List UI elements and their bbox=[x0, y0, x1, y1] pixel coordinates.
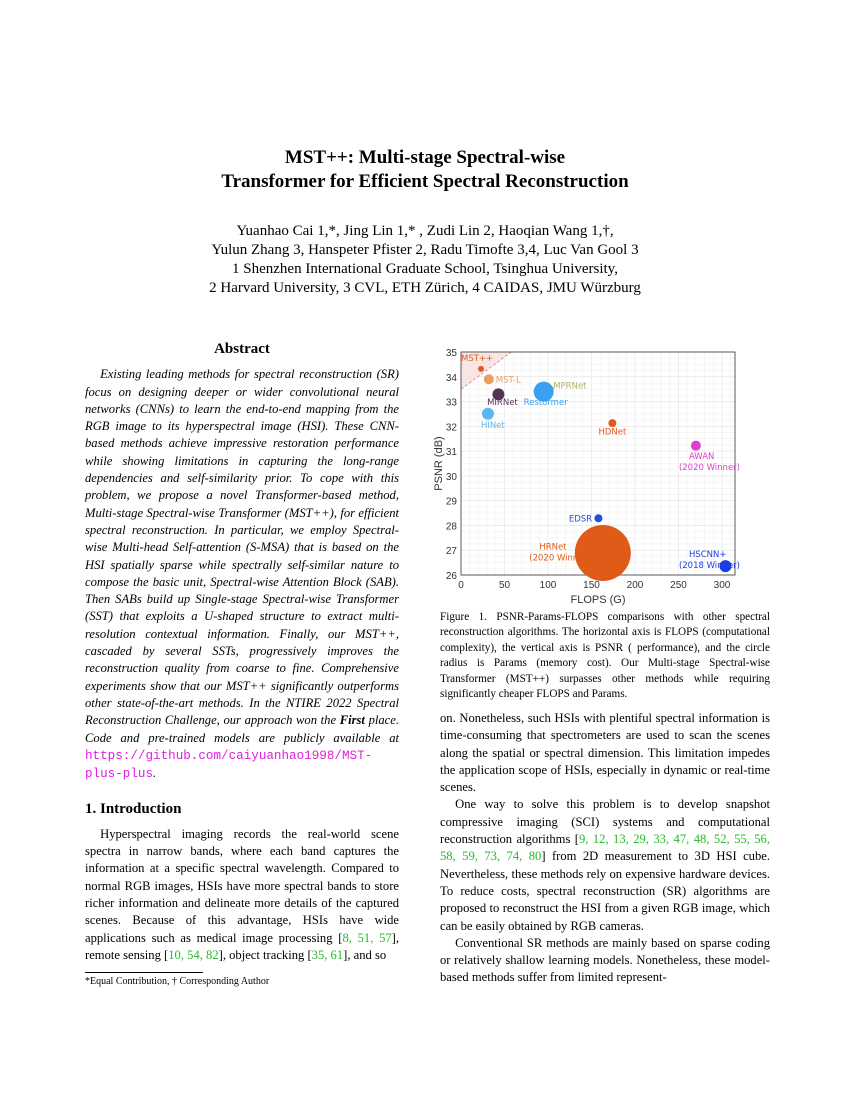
authors-line: Yulun Zhang 3, Hanspeter Pfister 2, Radu Timofte 3,4, Luc Van Gool 3 bbox=[211, 242, 639, 258]
y-tick-label: 32 bbox=[445, 422, 457, 434]
point-sublabel: (2020 Winner) bbox=[678, 463, 740, 474]
y-tick-label: 31 bbox=[445, 447, 457, 459]
y-tick-label: 28 bbox=[445, 521, 457, 533]
data-point-hinet bbox=[482, 408, 494, 420]
title-line: Transformer for Efficient Spectral Reconstruction bbox=[221, 171, 629, 192]
y-tick-label: 30 bbox=[445, 471, 457, 483]
paragraph: Conventional SR methods are mainly based on sparse coding or relatively shallow learning models. Nonetheless, these model-based methods suffer from limited represent- bbox=[440, 935, 770, 985]
x-tick-label: 150 bbox=[583, 580, 600, 591]
point-label: MST++ bbox=[461, 354, 494, 365]
figure-caption: Figure 1. PSNR-Params-FLOPS comparisons with other spectral reconstruction algorithms. The horizontal axis is FLOPS (computational complexity), the vertical axis is PSNR ( performance), and the circle radius is Params (memory cost). Our Multi-stage Spectral-wise Transformer (MST++) surpasses other methods while requiring significantly cheaper FLOPS and Params. bbox=[440, 611, 770, 701]
paper-title bbox=[0, 146, 850, 194]
text: One way to solve this problem is to develop snapshot compressive imaging (SCI) systems and computational reconstruction algorithms [ bbox=[440, 797, 770, 847]
point-label: HDNet bbox=[598, 427, 627, 438]
citation-link[interactable]: 9, 12, 13, 29, 33, 47, 48, 52, 55, 56, 58, 59, 73, 74, 80 bbox=[440, 832, 770, 864]
text: Hyperspectral imaging records the real-world scene spectra in narrow bands, where each band captures the information at a specific spectral wavelength. Compared to normal RGB images, HSIs have more spectral bands to store richer information and delineate more details of the captured scenes. Because of this advantage, HSIs have wide applications such as medical image processing [ bbox=[85, 826, 399, 945]
point-label: MIRNet bbox=[487, 398, 518, 409]
github-link[interactable]: https://github.com/caiyuanhao1998/MST-plus-plus bbox=[85, 748, 373, 782]
x-tick-label: 0 bbox=[458, 580, 464, 591]
abstract-body: Existing leading methods for spectral reconstruction (SR) focus on designing deeper or wider convolutional neural networks (CNNs) to learn the end-to-end mapping from the RGB image to its hyperspectral image (HSI). These CNN-based methods achieve impressive restoration performance while showing limitations in capturing the long-range dependencies and self-similarity prior. To cope with this problem, we propose a novel Transformer-based method, Multi-stage Spectral-wise Transformer (MST++), for efficient spectral reconstruction. In particular, we employ Spectral-wise Multi-head Self-attention (S-MSA) that is based on the HSI spatially sparse while spectrally self-similar nature to compose the basic unit, Spectral-wise Attention Block (SAB). Then SABs build up Single-stage Spectral-wise Transformer (SST) that exploits a U-shaped structure to extract multi-resolution contextual information. Finally, our MST++, cascaded by several SSTs, progressively improves the reconstruction quality from coarse to fine. Comprehensive experiments show that our MST++ significantly outperforms other state-of-the-art methods. In the NTIRE 2022 Spectral Reconstruction Challenge, our approach won the bbox=[85, 367, 399, 728]
x-tick-label: 100 bbox=[539, 580, 557, 591]
point-label: EDSR bbox=[568, 514, 593, 525]
data-point-mstplusplus bbox=[478, 366, 484, 372]
point-label: HINet bbox=[481, 421, 505, 432]
citation-link[interactable]: 8, 51, 57 bbox=[342, 930, 392, 945]
footnote-rule bbox=[85, 972, 203, 973]
right-column bbox=[440, 710, 770, 987]
y-tick-label: 26 bbox=[445, 571, 457, 582]
x-axis-label: FLOPS (G) bbox=[570, 594, 626, 606]
data-point-edsr bbox=[594, 514, 602, 522]
y-tick-label: 29 bbox=[445, 496, 457, 508]
paragraph bbox=[440, 796, 770, 934]
y-axis-label: PSNR (dB) bbox=[433, 436, 445, 491]
citation-link[interactable]: 10, 54, 82 bbox=[168, 947, 219, 962]
title-line: MST++: Multi-stage Spectral-wise bbox=[284, 147, 566, 168]
intro-heading: 1. Introduction bbox=[85, 801, 182, 818]
abstract-heading: Abstract bbox=[214, 341, 270, 357]
y-tick-label: 27 bbox=[445, 546, 457, 558]
citation-link[interactable]: 35, 61 bbox=[311, 947, 344, 962]
text: ], object tracking [ bbox=[218, 947, 312, 962]
affiliation-line: 2 Harvard University, 3 CVL, ETH Zürich, 4 CAIDAS, JMU Würzburg bbox=[209, 280, 641, 296]
point-sublabel: (2018 Winner) bbox=[678, 560, 740, 571]
data-point-hdnet bbox=[608, 419, 616, 427]
point-label: HSCNN+ bbox=[688, 549, 727, 560]
intro-paragraph bbox=[85, 826, 399, 964]
footnote: *Equal Contribution, † Corresponding Author bbox=[85, 976, 270, 987]
point-label: MST-L bbox=[495, 375, 521, 386]
point-label: HRNet bbox=[539, 542, 567, 553]
abstract-body-2: place. Code and pre-trained models are publicly available at bbox=[85, 713, 399, 745]
text: ] from 2D measurement to 3D HSI cube. Nevertheless, these methods rely on expensive hardware devices. To reduce costs, spectral reconstruction (SR) algorithms are proposed to reconstruct the HSI from a given RGB image, which can be easily obtained by RGB cameras. bbox=[440, 849, 771, 933]
x-tick-label: 200 bbox=[626, 580, 644, 591]
x-tick-label: 300 bbox=[713, 580, 731, 591]
point-label: Restormer bbox=[523, 398, 568, 409]
left-column bbox=[85, 341, 399, 964]
y-tick-label: 33 bbox=[445, 397, 457, 409]
affiliation-line: 1 Shenzhen International Graduate School, Tsinghua University, bbox=[232, 261, 618, 277]
point-sublabel: (2020 Winner) bbox=[529, 553, 591, 564]
authors-block bbox=[0, 222, 850, 298]
x-tick-label: 50 bbox=[498, 580, 511, 591]
point-label: MPRNet bbox=[553, 381, 587, 392]
authors-line: Yuanhao Cai 1,*, Jing Lin 1,* , Zudi Lin 2, Haoqian Wang 1,†, bbox=[236, 223, 614, 239]
paragraph: on. Nonetheless, such HSIs with plentiful spectral information is time-consuming that spectrometers are used to scan the scenes along the spatial or spectral dimension. This limitation impedes the application scope of HSIs, especially in dynamic or real-time scenes. bbox=[440, 711, 770, 795]
data-point-mst-l bbox=[484, 374, 494, 384]
y-tick-label: 34 bbox=[445, 372, 457, 384]
period: . bbox=[153, 766, 157, 781]
abstract-text bbox=[85, 366, 399, 783]
text: ], remote sensing [ bbox=[85, 930, 399, 962]
data-point-awan bbox=[691, 441, 701, 451]
x-tick-label: 250 bbox=[670, 580, 687, 591]
first-emphasis: First bbox=[339, 713, 365, 728]
y-tick-label: 35 bbox=[445, 348, 457, 359]
psnr-flops-chart bbox=[425, 340, 770, 608]
text: ], and so bbox=[343, 947, 387, 962]
point-label: AWAN bbox=[688, 452, 715, 463]
